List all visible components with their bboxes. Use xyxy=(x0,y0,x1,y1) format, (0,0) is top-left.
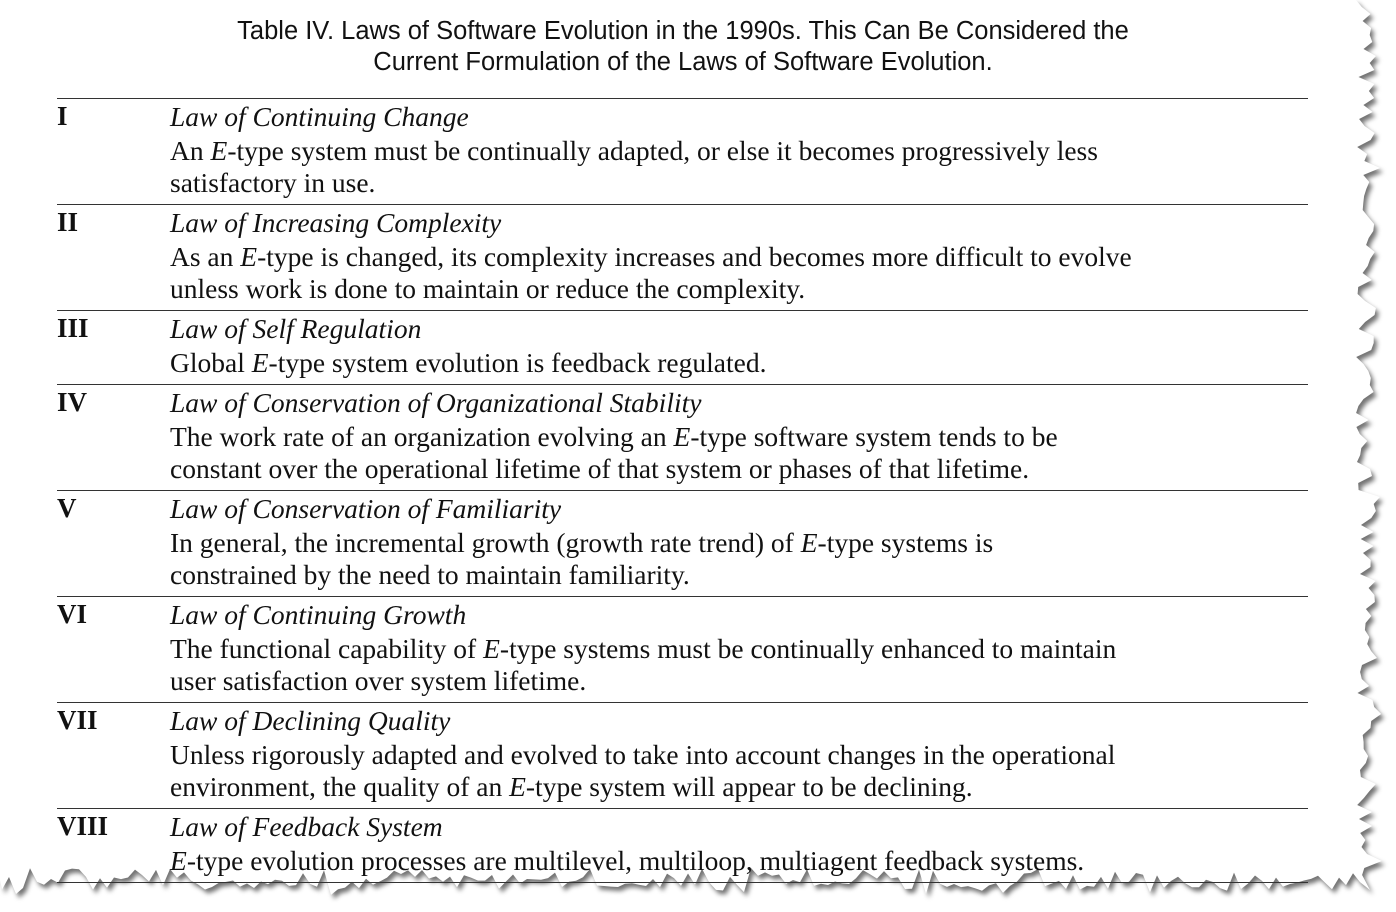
e-type-symbol: E xyxy=(170,845,187,876)
description-text: unless work is done to maintain or reduce the complexity. xyxy=(170,273,806,304)
description-text: -type systems is xyxy=(817,527,994,558)
law-description-line xyxy=(170,167,1308,199)
table-caption xyxy=(60,16,1306,78)
description-text: An xyxy=(170,135,211,166)
law-number: IV xyxy=(57,387,88,417)
laws-table xyxy=(57,98,1308,883)
description-text: -type evolution processes are multilevel, multiloop, multiagent feedback systems. xyxy=(186,845,1085,876)
law-number: V xyxy=(57,493,77,523)
law-description-line xyxy=(170,421,1308,453)
law-title: Law of Feedback System xyxy=(170,811,443,842)
description-text: Global xyxy=(170,347,252,378)
law-number: II xyxy=(57,207,79,237)
law-description xyxy=(170,240,1308,305)
description-text: As an xyxy=(170,241,241,272)
law-number: VII xyxy=(57,705,98,735)
e-type-symbol: E xyxy=(800,527,818,558)
law-description-line xyxy=(170,633,1308,665)
law-title: Law of Increasing Complexity xyxy=(170,207,502,238)
description-text: user satisfaction over system lifetime. xyxy=(170,665,587,696)
e-type-symbol: E xyxy=(673,421,691,452)
table-row xyxy=(57,385,1308,491)
description-text: -type system evolution is feedback regulated. xyxy=(268,347,767,378)
law-description-line xyxy=(170,241,1308,273)
law-number: III xyxy=(57,313,89,343)
law-body xyxy=(170,385,1308,485)
description-text: environment, the quality of an xyxy=(170,771,510,802)
table-row xyxy=(57,491,1308,597)
description-text: constant over the operational lifetime of that system or phases of that lifetime. xyxy=(170,453,1030,484)
e-type-symbol: E xyxy=(240,241,258,272)
law-description xyxy=(170,632,1308,697)
description-text: Unless rigorously adapted and evolved to take into account changes in the operational xyxy=(170,739,1116,770)
law-description xyxy=(170,526,1308,591)
law-body xyxy=(170,491,1308,591)
law-number: VIII xyxy=(57,811,109,841)
law-number: VI xyxy=(57,599,88,629)
law-body xyxy=(170,809,1308,877)
law-title: Law of Self Regulation xyxy=(170,313,422,344)
description-text: In general, the incremental growth (growth rate trend) of xyxy=(170,527,801,558)
law-description-line xyxy=(170,135,1308,167)
law-description xyxy=(170,420,1308,485)
law-body xyxy=(170,205,1308,305)
law-description-line xyxy=(170,453,1308,485)
law-body xyxy=(170,703,1308,803)
law-description xyxy=(170,346,1308,379)
law-body xyxy=(170,597,1308,697)
e-type-symbol: E xyxy=(483,633,500,664)
e-type-symbol: E xyxy=(509,771,526,802)
table-row xyxy=(57,703,1308,809)
law-title: Law of Declining Quality xyxy=(170,705,451,736)
law-number: I xyxy=(57,101,68,131)
law-description xyxy=(170,738,1308,803)
description-text: -type systems must be continually enhanced to maintain xyxy=(499,633,1117,664)
law-description xyxy=(170,844,1308,877)
description-text: constrained by the need to maintain familiarity. xyxy=(170,559,690,590)
description-text: -type system will appear to be declining. xyxy=(525,771,973,802)
description-text: -type system must be continually adapted, or else it becomes progressively less xyxy=(227,135,1098,166)
law-description-line xyxy=(170,559,1308,591)
law-description xyxy=(170,134,1308,199)
law-title: Law of Conservation of Organizational Stability xyxy=(170,387,702,418)
description-text: satisfactory in use. xyxy=(170,167,376,198)
description-text: -type software system tends to be xyxy=(690,421,1058,452)
description-text: The work rate of an organization evolving an xyxy=(170,421,674,452)
law-description-line xyxy=(170,665,1308,697)
law-description-line xyxy=(170,845,1308,877)
description-text: The functional capability of xyxy=(170,633,484,664)
table-row xyxy=(57,205,1308,311)
law-title: Law of Continuing Growth xyxy=(170,599,467,630)
law-description-line xyxy=(170,273,1308,305)
law-body xyxy=(170,311,1308,379)
table-caption-line-1: Table IV. Laws of Software Evolution in the 1990s. This Can Be Considered the xyxy=(237,17,1129,45)
table-row xyxy=(57,99,1308,205)
law-description-line xyxy=(170,739,1308,771)
e-type-symbol: E xyxy=(210,135,228,166)
law-body xyxy=(170,99,1308,199)
table-row xyxy=(57,311,1308,385)
law-title: Law of Conservation of Familiarity xyxy=(170,493,562,524)
table-row xyxy=(57,809,1308,883)
law-description-line xyxy=(170,771,1308,803)
e-type-symbol: E xyxy=(251,347,269,378)
description-text: -type is changed, its complexity increases and becomes more difficult to evolve xyxy=(257,241,1132,272)
table-caption-line-2: Current Formulation of the Laws of Software Evolution. xyxy=(373,48,993,76)
law-description-line xyxy=(170,527,1308,559)
table-row xyxy=(57,597,1308,703)
law-title: Law of Continuing Change xyxy=(170,101,469,132)
law-description-line xyxy=(170,347,1308,379)
